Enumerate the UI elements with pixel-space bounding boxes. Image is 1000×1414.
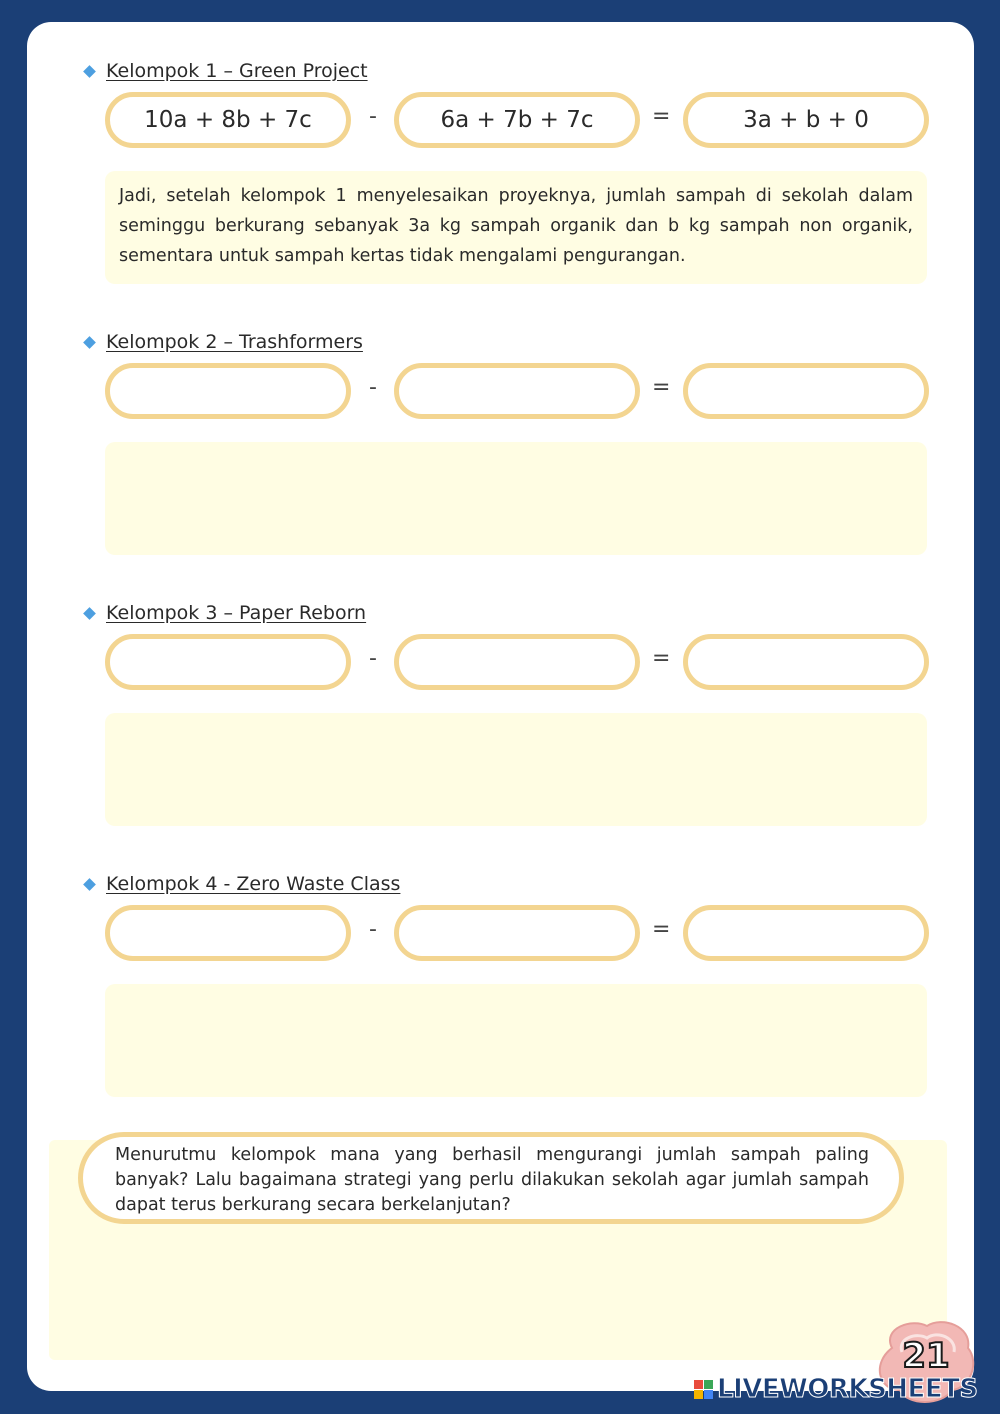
group-3-expression-2[interactable] bbox=[394, 634, 640, 690]
diamond-bullet-icon bbox=[83, 65, 96, 78]
group-1-expression-2[interactable]: 6a + 7b + 7c bbox=[394, 92, 640, 148]
equals-operator: = bbox=[652, 104, 671, 129]
group-3-heading: Kelompok 3 – Paper Reborn bbox=[83, 602, 366, 624]
group-3-explanation[interactable] bbox=[105, 713, 927, 826]
group-2-expression-1[interactable] bbox=[105, 363, 351, 419]
diamond-bullet-icon bbox=[83, 607, 96, 620]
page-number: 21 bbox=[902, 1336, 950, 1376]
group-1-expression-1[interactable]: 10a + 8b + 7c bbox=[105, 92, 351, 148]
group-2-heading: Kelompok 2 – Trashformers bbox=[83, 331, 363, 353]
watermark-text: LIVEWORKSHEETS bbox=[717, 1374, 978, 1404]
group-4-expression-2[interactable] bbox=[394, 905, 640, 961]
equals-operator: = bbox=[652, 917, 671, 942]
group-3-expression-1[interactable] bbox=[105, 634, 351, 690]
equals-operator: = bbox=[652, 375, 671, 400]
group-2-result[interactable] bbox=[683, 363, 929, 419]
liveworksheets-watermark bbox=[694, 1374, 978, 1404]
reflection-question: Menurutmu kelompok mana yang berhasil mengurangi jumlah sampah paling banyak? Lalu bagaimana strategi yang perlu dilakukan sekolah agar jumlah sampah dapat terus berkurang secara berkelanjutan? bbox=[78, 1132, 904, 1224]
group-1-result[interactable]: 3a + b + 0 bbox=[683, 92, 929, 148]
minus-operator: - bbox=[369, 917, 377, 942]
group-4-expression-1[interactable] bbox=[105, 905, 351, 961]
group-2-explanation[interactable] bbox=[105, 442, 927, 555]
group-1-equation bbox=[27, 92, 974, 148]
equals-operator: = bbox=[652, 646, 671, 671]
group-3-equation bbox=[27, 634, 974, 690]
group-4-equation bbox=[27, 905, 974, 961]
diamond-bullet-icon bbox=[83, 336, 96, 349]
group-2-equation bbox=[27, 363, 974, 419]
group-2-expression-2[interactable] bbox=[394, 363, 640, 419]
group-4-result[interactable] bbox=[683, 905, 929, 961]
liveworksheets-logo-icon bbox=[694, 1380, 713, 1399]
minus-operator: - bbox=[369, 646, 377, 671]
group-3-result[interactable] bbox=[683, 634, 929, 690]
group-1-explanation[interactable]: Jadi, setelah kelompok 1 menyelesaikan proyeknya, jumlah sampah di sekolah dalam seminggu berkurang sebanyak 3a kg sampah organik dan b kg sampah non organik, sementara untuk sampah kertas tidak mengalami pengurangan. bbox=[105, 171, 927, 284]
worksheet-page bbox=[27, 22, 974, 1391]
diamond-bullet-icon bbox=[83, 878, 96, 891]
group-4-explanation[interactable] bbox=[105, 984, 927, 1097]
group-1-heading: Kelompok 1 – Green Project bbox=[83, 60, 368, 82]
minus-operator: - bbox=[369, 375, 377, 400]
group-4-heading: Kelompok 4 - Zero Waste Class bbox=[83, 873, 400, 895]
minus-operator: - bbox=[369, 104, 377, 129]
